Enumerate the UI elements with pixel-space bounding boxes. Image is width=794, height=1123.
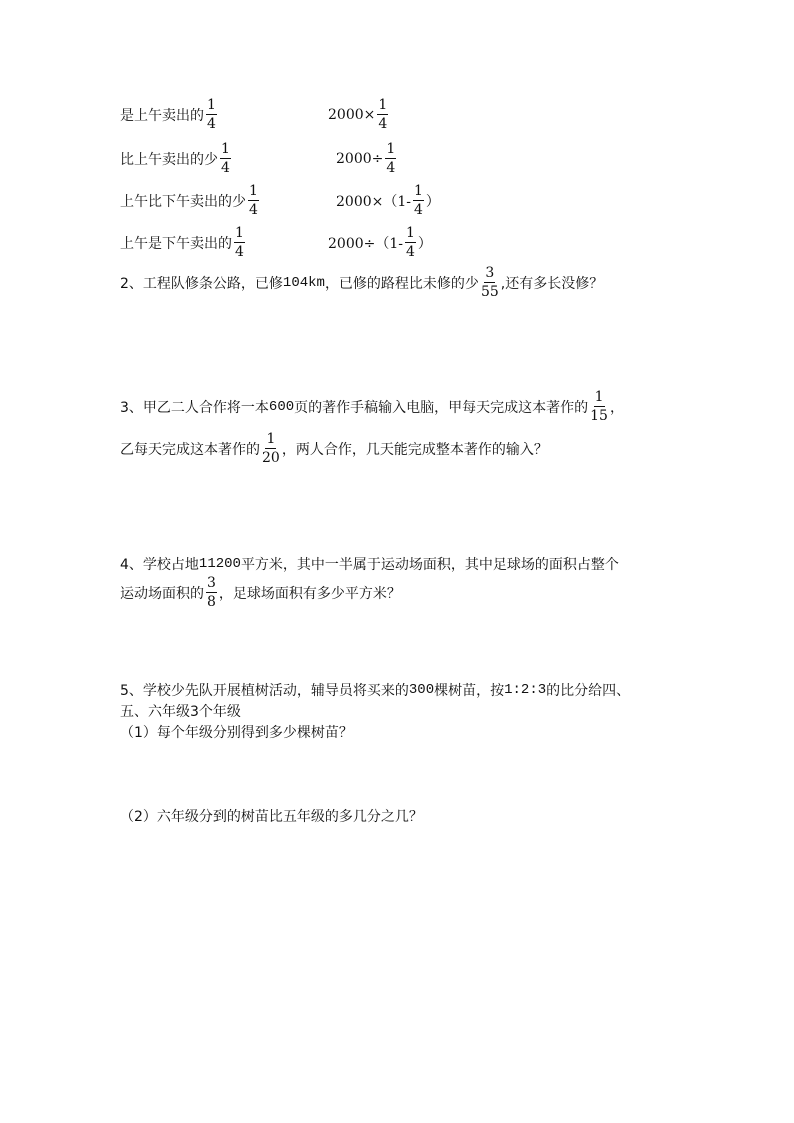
fraction: $\frac{1}{4}$ bbox=[249, 183, 258, 218]
statement-prefix: 上午比下午卖出的少 bbox=[120, 193, 246, 210]
fraction: $\frac{1}{4}$ bbox=[406, 225, 415, 260]
question-text: 5、学校少先队开展植树活动，辅导员将买来的 bbox=[120, 683, 409, 699]
question-text: 2、工程队修条公路，已修 bbox=[120, 275, 283, 292]
question-text: 4、学校占地 bbox=[120, 557, 199, 573]
question-text: 棵树苗，按 bbox=[434, 683, 505, 699]
fraction: $\frac{1}{15}$ bbox=[590, 389, 608, 424]
question-4-line-1 bbox=[120, 554, 619, 574]
expression-text: ） bbox=[417, 235, 432, 252]
statement-row-4 bbox=[120, 226, 247, 259]
question-text: ， bbox=[609, 399, 624, 416]
question-3-line-2 bbox=[120, 432, 548, 465]
question-text: 的比分给四、 bbox=[546, 683, 631, 699]
fraction: $\frac{1}{4}$ bbox=[207, 97, 216, 132]
fraction: $\frac{1}{4}$ bbox=[386, 141, 396, 176]
question-2 bbox=[120, 266, 603, 299]
question-3-line-1 bbox=[120, 390, 624, 423]
question-text: 3、甲乙二人合作将一本 bbox=[120, 399, 269, 416]
question-number: 600 bbox=[268, 398, 295, 415]
expression-text: 2000÷（1- bbox=[328, 235, 403, 252]
ratio-text: 1:2:3 bbox=[504, 682, 547, 698]
question-4-line-2 bbox=[120, 576, 401, 609]
question-text: ,还有多长没修？ bbox=[500, 275, 604, 292]
question-5-line-2 bbox=[120, 701, 241, 721]
fraction: $\frac{1}{4}$ bbox=[235, 225, 244, 260]
question-5-sub-2 bbox=[120, 806, 423, 826]
expression-row-1 bbox=[328, 98, 390, 131]
fraction: $\frac{1}{4}$ bbox=[378, 97, 388, 132]
expression-text: 2000× bbox=[328, 106, 376, 123]
expression-row-4 bbox=[328, 226, 432, 259]
statement-prefix: 比上午卖出的少 bbox=[120, 151, 218, 168]
expression-text: ） bbox=[425, 193, 440, 210]
fraction: $\frac{1}{4}$ bbox=[221, 141, 230, 176]
expression-row-3 bbox=[336, 184, 440, 217]
question-text: ，两人合作，几天能完成整本著作的输入？ bbox=[281, 441, 548, 458]
question-text: 平方米，其中一半属于运动场面积，其中足球场的面积占整个 bbox=[240, 557, 619, 573]
statement-prefix: 上午是下午卖出的 bbox=[120, 235, 232, 252]
question-text: 乙每天完成这本著作的 bbox=[120, 441, 260, 458]
question-5-line-1 bbox=[120, 680, 630, 700]
question-text: 页的著作手稿输入电脑，甲每天完成这本著作的 bbox=[294, 399, 589, 416]
question-5-sub-1 bbox=[120, 722, 353, 742]
question-text: （2）六年级分到的树苗比五年级的多几分之几？ bbox=[120, 809, 423, 825]
question-text: 五、六年级3个年级 bbox=[120, 704, 241, 720]
fraction: $\frac{3}{55}$ bbox=[480, 265, 499, 300]
expression-text: 2000×（1- bbox=[336, 193, 411, 210]
fraction: $\frac{1}{4}$ bbox=[414, 183, 423, 218]
statement-row-2 bbox=[120, 142, 233, 175]
question-number: 11200 bbox=[198, 556, 241, 572]
statement-prefix: 是上午卖出的 bbox=[120, 107, 204, 124]
statement-row-1 bbox=[120, 98, 219, 131]
question-number: 104km bbox=[282, 274, 325, 291]
statement-row-3 bbox=[120, 184, 261, 217]
question-number: 300 bbox=[408, 682, 435, 698]
expression-text: 2000÷ bbox=[336, 150, 384, 167]
expression-row-2 bbox=[336, 142, 398, 175]
question-text: ，已修的路程比未修的少 bbox=[324, 275, 479, 292]
fraction: $\frac{1}{20}$ bbox=[262, 431, 280, 466]
question-text: （1）每个年级分别得到多少棵树苗？ bbox=[120, 725, 353, 741]
question-text: 运动场面积的 bbox=[120, 585, 204, 602]
fraction: $\frac{3}{8}$ bbox=[207, 575, 216, 610]
question-text: ，足球场面积有多少平方米？ bbox=[218, 585, 401, 602]
